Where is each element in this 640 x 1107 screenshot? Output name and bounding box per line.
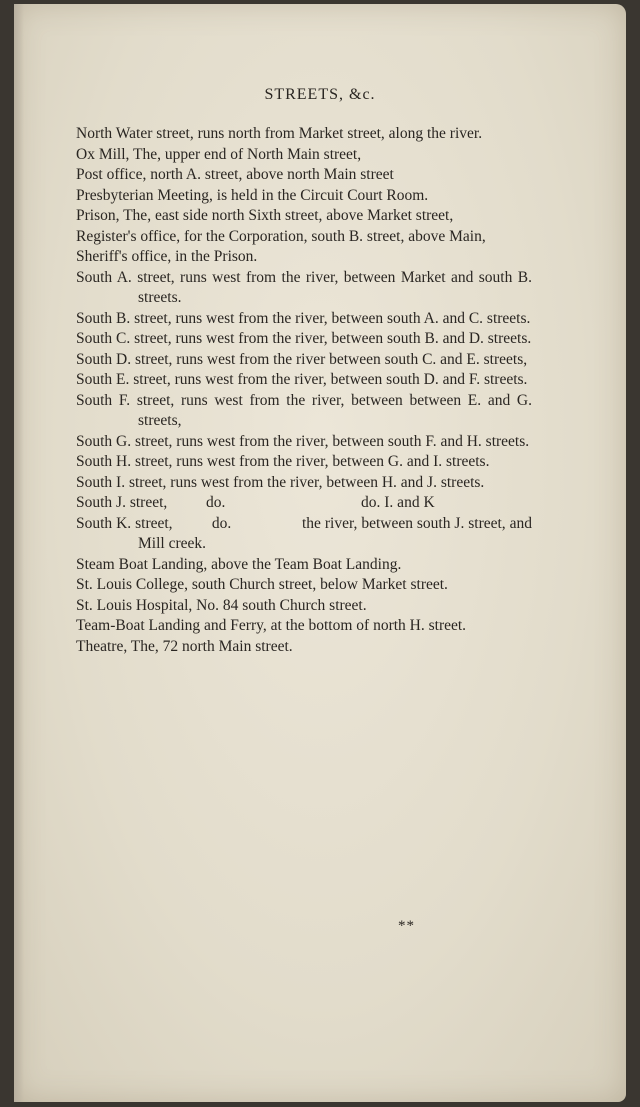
directory-entry: St. Louis College, south Church street, below Market street. xyxy=(76,576,448,593)
directory-entry: Sheriff's office, in the Prison. xyxy=(76,248,258,265)
directory-entry: South C. street, runs west from the river, between south B. and D. streets. xyxy=(76,330,532,347)
directory-entry: St. Louis Hospital, No. 84 south Church street. xyxy=(76,596,367,614)
directory-entry: Prison, The, east side north Sixth street, above Market street, xyxy=(76,207,454,224)
directory-entry: South H. street, runs west from the river, between G. and I. streets. xyxy=(76,453,490,470)
directory-entry: South F. street, runs west from the river, between between E. and G. streets, xyxy=(76,391,532,429)
directory-entry: South G. street, runs west from the river, between south F. and H. streets. xyxy=(76,432,530,450)
directory-entry: South I. street, runs west from the river, between H. and J. streets. xyxy=(76,473,485,491)
directory-entry: South E. street, runs west from the river, between south D. and F. streets. xyxy=(76,371,528,388)
directory-entry: South K. street, do. the river, between south J. street, and Mill creek. xyxy=(76,514,536,552)
directory-entry: South D. street, runs west from the river between south C. and E. streets, xyxy=(76,350,528,368)
directory-entry: South B. street, runs west from the river, between south A. and C. streets. xyxy=(76,309,531,327)
street-directory-list xyxy=(76,124,536,657)
directory-entry: South A. street, runs west from the river, between Market and south B. streets. xyxy=(76,268,532,306)
directory-entry: Post office, north A. street, above north Main street xyxy=(76,166,394,183)
directory-entry: Register's office, for the Corporation, south B. street, above Main, xyxy=(76,227,486,245)
directory-entry: Theatre, The, 72 north Main street. xyxy=(76,637,293,655)
signature-mark: ** xyxy=(398,918,415,934)
book-page xyxy=(14,4,626,1102)
directory-entry: North Water street, runs north from Market street, along the river. xyxy=(76,125,483,142)
directory-entry: Steam Boat Landing, above the Team Boat Landing. xyxy=(76,555,402,573)
directory-entry: Presbyterian Meeting, is held in the Circuit Court Room. xyxy=(76,186,429,204)
directory-entry: Ox Mill, The, upper end of North Main street, xyxy=(76,145,362,163)
directory-entry: Team-Boat Landing and Ferry, at the bottom of north H. street. xyxy=(76,617,467,634)
directory-entry: South J. street, do. do. I. and K xyxy=(76,494,435,511)
page-heading: STREETS, &c. xyxy=(264,86,376,103)
